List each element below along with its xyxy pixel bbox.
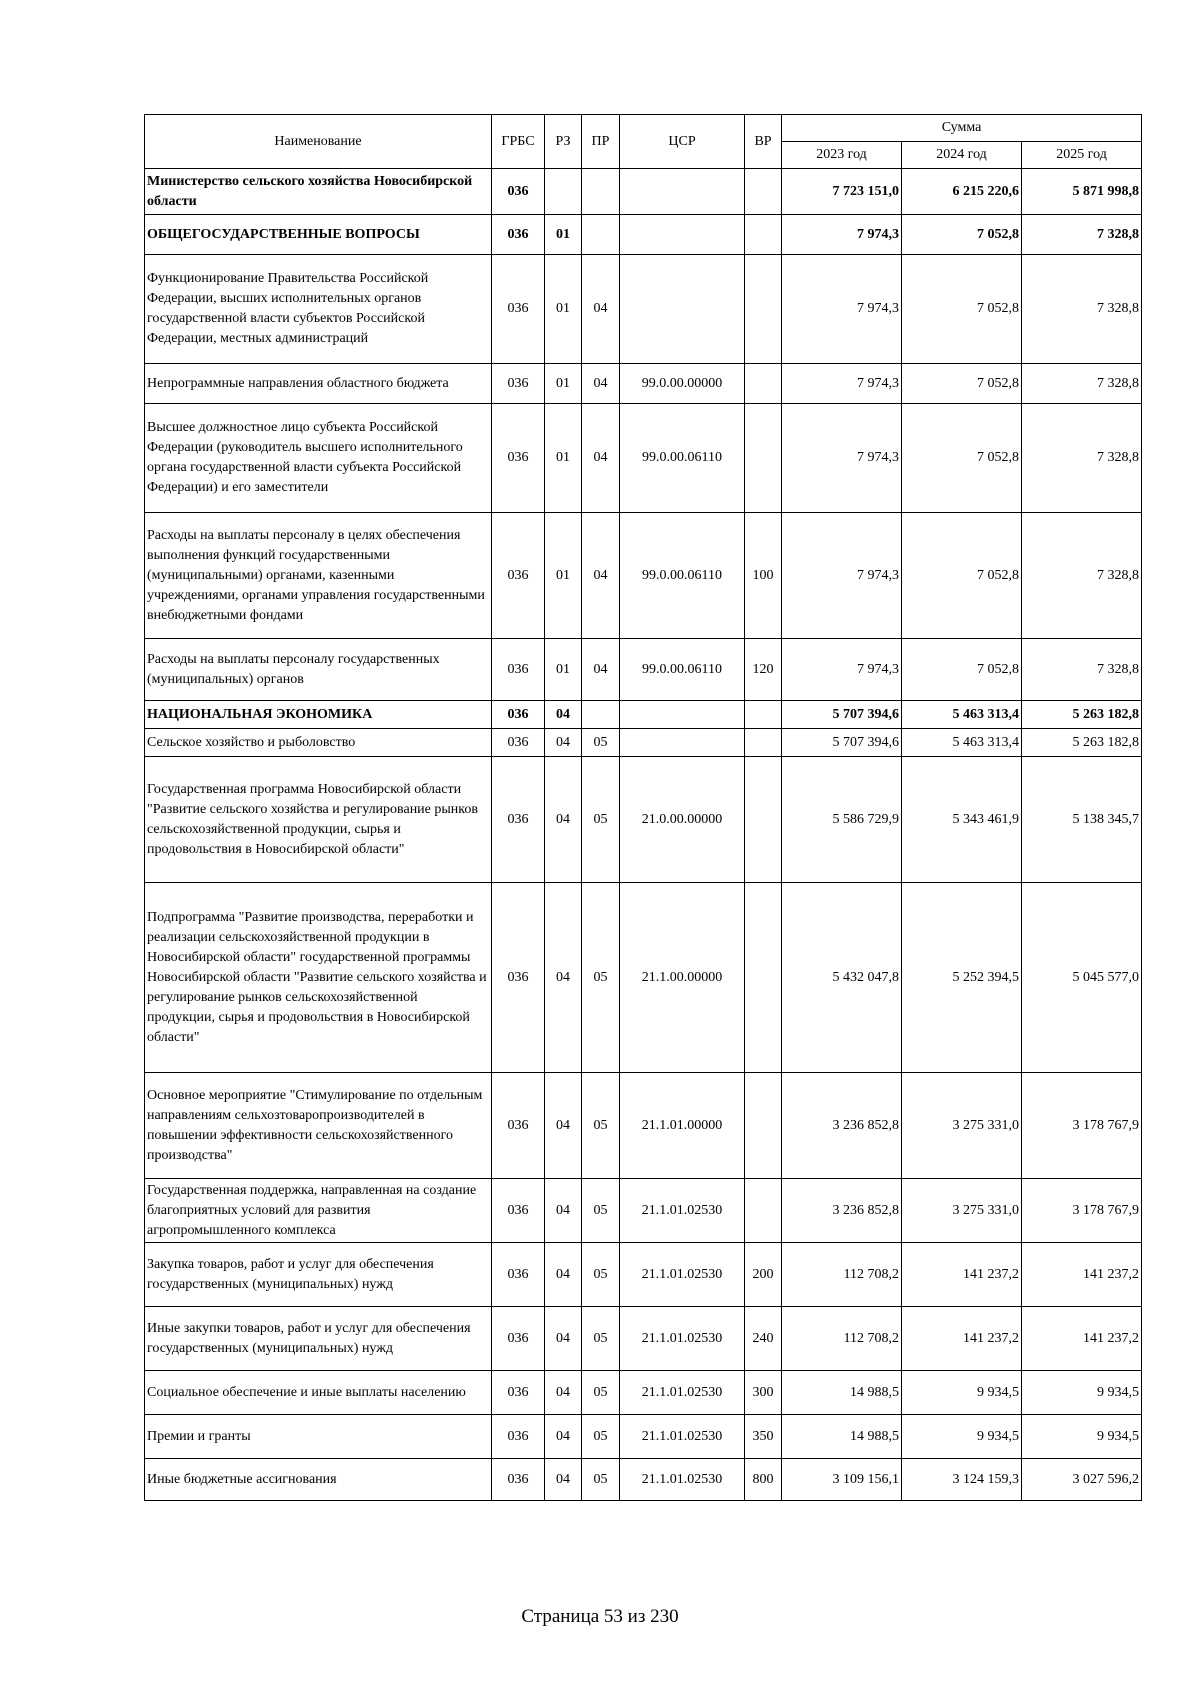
row-value-2023: 7 974,3 [782,255,902,364]
row-value-2024: 5 463 313,4 [902,729,1022,757]
row-pr [582,215,620,255]
header-row [145,115,1142,142]
row-grbs: 036 [492,639,545,701]
table-row [145,757,1142,883]
row-value-2025: 5 263 182,8 [1022,729,1142,757]
row-value-2024: 7 052,8 [902,215,1022,255]
row-rz: 01 [545,215,582,255]
budget-table [144,114,1142,1501]
row-grbs: 036 [492,757,545,883]
row-value-2025: 7 328,8 [1022,404,1142,513]
row-value-2024: 7 052,8 [902,639,1022,701]
header-rz: РЗ [545,115,582,169]
row-pr: 05 [582,729,620,757]
row-rz: 01 [545,364,582,404]
row-vr [745,215,782,255]
row-value-2024: 9 934,5 [902,1415,1022,1459]
row-rz: 04 [545,1459,582,1501]
row-grbs: 036 [492,404,545,513]
row-value-2025: 3 178 767,9 [1022,1073,1142,1179]
row-value-2024: 9 934,5 [902,1371,1022,1415]
row-value-2023: 5 707 394,6 [782,729,902,757]
row-name: Государственная программа Новосибирской области "Развитие сельского хозяйства и регулирование рынков сельскохозяйственной продукции, сырья и продовольствия в Новосибирской области" [145,757,492,883]
row-grbs: 036 [492,1371,545,1415]
table-row [145,364,1142,404]
table-row [145,404,1142,513]
page-number: Страница 53 из 230 [521,1606,679,1627]
row-value-2025: 5 045 577,0 [1022,883,1142,1073]
row-rz: 04 [545,883,582,1073]
row-value-2024: 6 215 220,6 [902,169,1022,215]
row-pr: 05 [582,757,620,883]
row-rz: 01 [545,513,582,639]
table-row [145,1307,1142,1371]
row-value-2023: 14 988,5 [782,1371,902,1415]
row-pr: 05 [582,1459,620,1501]
row-vr [745,169,782,215]
row-vr [745,1179,782,1243]
row-grbs: 036 [492,364,545,404]
row-rz: 04 [545,701,582,729]
header-year-2023: 2023 год [782,142,902,169]
row-pr: 05 [582,1073,620,1179]
row-csr: 21.1.01.02530 [620,1371,745,1415]
row-name: Премии и гранты [145,1415,492,1459]
row-name: Функционирование Правительства Российской Федерации, высших исполнительных органов государственной власти субъектов Российской Федерации, местных администраций [145,255,492,364]
row-rz: 04 [545,729,582,757]
row-value-2023: 5 586 729,9 [782,757,902,883]
row-value-2023: 3 109 156,1 [782,1459,902,1501]
row-csr: 21.1.01.00000 [620,1073,745,1179]
row-rz [545,169,582,215]
row-pr [582,169,620,215]
row-name: Социальное обеспечение и иные выплаты населению [145,1371,492,1415]
row-pr: 04 [582,639,620,701]
row-csr [620,701,745,729]
row-csr [620,255,745,364]
row-value-2025: 5 263 182,8 [1022,701,1142,729]
row-vr [745,404,782,513]
table-row [145,255,1142,364]
row-rz: 01 [545,639,582,701]
row-pr [582,701,620,729]
row-vr [745,883,782,1073]
header-name: Наименование [145,115,492,169]
row-vr: 350 [745,1415,782,1459]
row-value-2023: 5 707 394,6 [782,701,902,729]
row-value-2023: 14 988,5 [782,1415,902,1459]
row-csr: 21.1.01.02530 [620,1459,745,1501]
table-row [145,513,1142,639]
row-csr: 99.0.00.00000 [620,364,745,404]
row-value-2025: 7 328,8 [1022,513,1142,639]
row-grbs: 036 [492,1459,545,1501]
row-value-2025: 9 934,5 [1022,1371,1142,1415]
table-row [145,701,1142,729]
row-name: Расходы на выплаты персоналу государственных (муниципальных) органов [145,639,492,701]
row-rz: 04 [545,1243,582,1307]
table-body [145,169,1142,1501]
header-year-2024: 2024 год [902,142,1022,169]
row-value-2023: 112 708,2 [782,1243,902,1307]
row-grbs: 036 [492,215,545,255]
row-grbs: 036 [492,513,545,639]
row-value-2023: 5 432 047,8 [782,883,902,1073]
row-value-2025: 7 328,8 [1022,215,1142,255]
row-rz: 04 [545,1073,582,1179]
row-value-2023: 3 236 852,8 [782,1073,902,1179]
row-grbs: 036 [492,729,545,757]
row-vr [745,729,782,757]
row-pr: 05 [582,1307,620,1371]
table-row [145,1459,1142,1501]
row-vr [745,757,782,883]
row-value-2023: 7 974,3 [782,404,902,513]
row-pr: 05 [582,883,620,1073]
row-csr: 21.1.01.02530 [620,1415,745,1459]
row-pr: 04 [582,255,620,364]
row-rz: 04 [545,1307,582,1371]
header-year-2025: 2025 год [1022,142,1142,169]
row-vr: 200 [745,1243,782,1307]
row-name: Иные закупки товаров, работ и услуг для обеспечения государственных (муниципальных) нужд [145,1307,492,1371]
row-value-2024: 141 237,2 [902,1307,1022,1371]
table-row [145,1415,1142,1459]
table-row [145,1243,1142,1307]
table-row [145,639,1142,701]
row-csr [620,215,745,255]
row-value-2025: 7 328,8 [1022,364,1142,404]
row-pr: 05 [582,1415,620,1459]
row-value-2025: 7 328,8 [1022,639,1142,701]
row-name: Высшее должностное лицо субъекта Российской Федерации (руководитель высшего исполнительного органа государственной власти субъекта Российской Федерации) и его заместители [145,404,492,513]
row-value-2024: 5 343 461,9 [902,757,1022,883]
row-name: НАЦИОНАЛЬНАЯ ЭКОНОМИКА [145,701,492,729]
row-grbs: 036 [492,1073,545,1179]
row-value-2025: 3 178 767,9 [1022,1179,1142,1243]
row-value-2024: 5 252 394,5 [902,883,1022,1073]
row-value-2023: 7 974,3 [782,639,902,701]
row-pr: 05 [582,1371,620,1415]
table-row [145,215,1142,255]
row-value-2024: 7 052,8 [902,255,1022,364]
row-value-2024: 7 052,8 [902,364,1022,404]
row-csr [620,729,745,757]
row-name: Закупка товаров, работ и услуг для обеспечения государственных (муниципальных) нужд [145,1243,492,1307]
table-row [145,883,1142,1073]
row-value-2024: 141 237,2 [902,1243,1022,1307]
header-csr: ЦСР [620,115,745,169]
row-csr: 99.0.00.06110 [620,404,745,513]
row-value-2025: 5 871 998,8 [1022,169,1142,215]
row-value-2023: 7 974,3 [782,513,902,639]
row-pr: 04 [582,513,620,639]
row-pr: 04 [582,404,620,513]
row-vr [745,364,782,404]
row-rz: 04 [545,1179,582,1243]
row-value-2024: 3 124 159,3 [902,1459,1022,1501]
row-value-2023: 7 974,3 [782,364,902,404]
row-csr: 21.1.01.02530 [620,1179,745,1243]
row-name: Иные бюджетные ассигнования [145,1459,492,1501]
row-vr: 800 [745,1459,782,1501]
row-grbs: 036 [492,255,545,364]
header-sum: Сумма [782,115,1142,142]
row-vr [745,1073,782,1179]
row-name: Сельское хозяйство и рыболовство [145,729,492,757]
row-csr: 21.1.00.00000 [620,883,745,1073]
table-row [145,1371,1142,1415]
row-rz: 01 [545,255,582,364]
header-vr: ВР [745,115,782,169]
row-value-2023: 7 723 151,0 [782,169,902,215]
row-name: Подпрограмма "Развитие производства, переработки и реализации сельскохозяйственной продукции в Новосибирской области" государственной программы Новосибирской области "Развитие сельского хозяйства и регулирование рынков сельскохозяйственной продукции, сырья и продовольствия в Новосибирской области" [145,883,492,1073]
header-grbs: ГРБС [492,115,545,169]
row-csr: 99.0.00.06110 [620,639,745,701]
row-name: Министерство сельского хозяйства Новосибирской области [145,169,492,215]
row-csr: 99.0.00.06110 [620,513,745,639]
row-csr [620,169,745,215]
row-grbs: 036 [492,169,545,215]
row-grbs: 036 [492,1243,545,1307]
row-csr: 21.1.01.02530 [620,1307,745,1371]
row-vr [745,255,782,364]
row-vr [745,701,782,729]
row-csr: 21.1.01.02530 [620,1243,745,1307]
row-name: Расходы на выплаты персоналу в целях обеспечения выполнения функций государственными (муниципальными) органами, казенными учреждениями, органами управления государственными внебюджетными фондами [145,513,492,639]
row-name: Непрограммные направления областного бюджета [145,364,492,404]
table-row [145,1073,1142,1179]
row-value-2025: 7 328,8 [1022,255,1142,364]
row-value-2024: 7 052,8 [902,404,1022,513]
row-pr: 04 [582,364,620,404]
row-vr: 100 [745,513,782,639]
row-pr: 05 [582,1179,620,1243]
row-value-2024: 3 275 331,0 [902,1179,1022,1243]
row-name: Основное мероприятие "Стимулирование по отдельным направлениям сельхозтоваропроизводителей в повышении эффективности сельскохозяйственного производства" [145,1073,492,1179]
table-row [145,1179,1142,1243]
row-vr: 120 [745,639,782,701]
row-rz: 04 [545,757,582,883]
row-grbs: 036 [492,1307,545,1371]
row-name: ОБЩЕГОСУДАРСТВЕННЫЕ ВОПРОСЫ [145,215,492,255]
table-row [145,729,1142,757]
row-value-2023: 112 708,2 [782,1307,902,1371]
row-grbs: 036 [492,883,545,1073]
header-pr: ПР [582,115,620,169]
row-vr: 300 [745,1371,782,1415]
row-value-2024: 7 052,8 [902,513,1022,639]
row-rz: 01 [545,404,582,513]
row-rz: 04 [545,1371,582,1415]
row-vr: 240 [745,1307,782,1371]
row-value-2025: 9 934,5 [1022,1415,1142,1459]
row-value-2025: 141 237,2 [1022,1243,1142,1307]
row-value-2025: 141 237,2 [1022,1307,1142,1371]
row-value-2024: 3 275 331,0 [902,1073,1022,1179]
row-pr: 05 [582,1243,620,1307]
row-grbs: 036 [492,1179,545,1243]
table-row [145,169,1142,215]
row-csr: 21.0.00.00000 [620,757,745,883]
row-value-2023: 7 974,3 [782,215,902,255]
row-value-2025: 3 027 596,2 [1022,1459,1142,1501]
row-name: Государственная поддержка, направленная на создание благоприятных условий для развития агропромышленного комплекса [145,1179,492,1243]
row-rz: 04 [545,1415,582,1459]
row-grbs: 036 [492,701,545,729]
row-value-2025: 5 138 345,7 [1022,757,1142,883]
row-value-2023: 3 236 852,8 [782,1179,902,1243]
row-grbs: 036 [492,1415,545,1459]
row-value-2024: 5 463 313,4 [902,701,1022,729]
